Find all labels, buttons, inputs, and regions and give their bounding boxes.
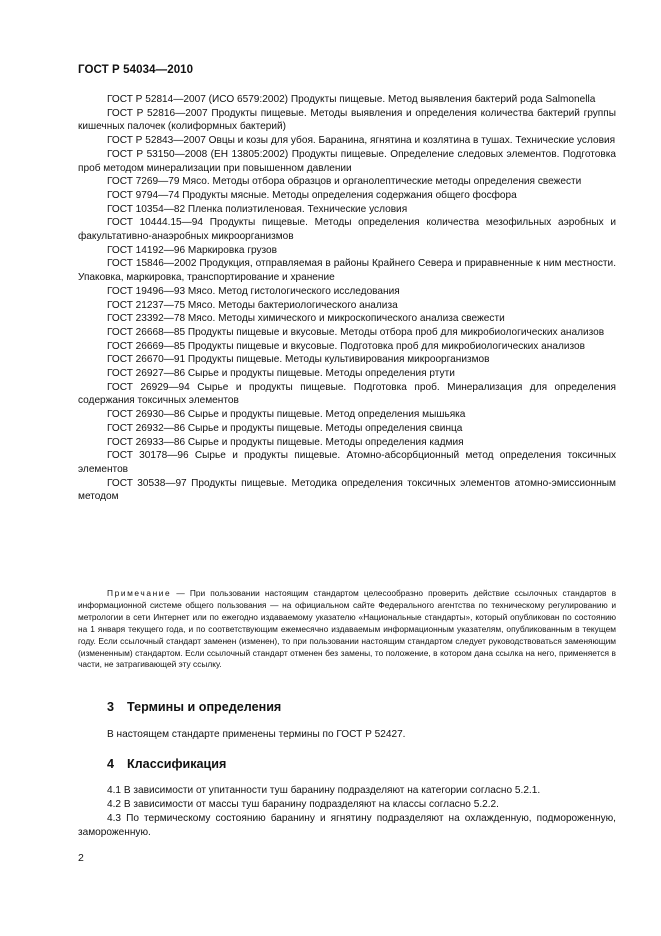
reference-item: ГОСТ 14192—96 Маркировка грузов — [107, 244, 278, 256]
reference-item: ГОСТ 15846—2002 Продукция, отправляемая в районы Крайнего Севера и приравненные к ним местности. Упаковка, маркировка, транспортирование и хранение — [78, 258, 616, 284]
clause-item: 4.3 По термическому состоянию баранину и ягнятину подразделяют на охлажденную, подмороженную, замороженную. — [78, 812, 616, 838]
section-title: Термины и определения — [127, 700, 282, 714]
section-3-body — [78, 728, 616, 742]
clause-item: 4.2 В зависимости от массы туш баранину подразделяют на классы согласно 5.2.2. — [107, 798, 499, 810]
note-block — [78, 588, 616, 671]
reference-item: ГОСТ 26930—86 Сырье и продукты пищевые. Метод определения мышьяка — [107, 409, 466, 421]
document-header: ГОСТ Р 54034—2010 — [78, 64, 194, 76]
reference-item: ГОСТ 9794—74 Продукты мясные. Методы определения содержания общего фосфора — [107, 189, 517, 201]
reference-item: ГОСТ Р 52843—2007 Овцы и козы для убоя. Баранина, ягнятина и козлятина в тушах. Технические условия — [107, 135, 616, 147]
section-number: 3 — [107, 700, 115, 714]
reference-item: ГОСТ 26670—91 Продукты пищевые. Методы культивирования микроорганизмов — [107, 354, 490, 366]
reference-item: ГОСТ 10354—82 Пленка полиэтиленовая. Технические условия — [107, 203, 408, 215]
reference-item: ГОСТ 19496—93 Мясо. Метод гистологического исследования — [107, 285, 400, 297]
section-4-body — [78, 784, 616, 840]
reference-item: ГОСТ 26933—86 Сырье и продукты пищевые. Методы определения кадмия — [107, 436, 464, 448]
page-number: 2 — [78, 852, 84, 864]
section-number: 4 — [107, 757, 115, 771]
reference-item: ГОСТ 26932—86 Сырье и продукты пищевые. Методы определения свинца — [107, 422, 463, 434]
clause-item: 4.1 В зависимости от упитанности туш баранину подразделяют на категории согласно 5.2.1. — [107, 785, 541, 796]
reference-item: ГОСТ 30178—96 Сырье и продукты пищевые. Атомно-абсорбционный метод определения токсичных элементов — [78, 450, 616, 475]
reference-item: ГОСТ Р 52814—2007 (ИСО 6579:2002) Продукты пищевые. Метод выявления бактерий рода Salmonella — [107, 94, 596, 105]
section-4-heading — [107, 757, 226, 771]
section-3-paragraph: В настоящем стандарте применены термины по ГОСТ Р 52427. — [107, 729, 406, 740]
reference-item: ГОСТ 21237—75 Мясо. Методы бактериологического анализа — [107, 299, 398, 311]
reference-item: ГОСТ 23392—78 Мясо. Методы химического и микроскопического анализа свежести — [107, 313, 505, 325]
reference-item: ГОСТ Р 52816—2007 Продукты пищевые. Методы выявления и определения количества бактерий группы кишечных палочек (колиформных бактерий) — [78, 107, 616, 133]
reference-item: ГОСТ 30538—97 Продукты пищевые. Методика определения токсичных элементов атомно-эмиссионным методом — [78, 477, 616, 503]
reference-item: ГОСТ 26668—85 Продукты пищевые и вкусовые. Методы отбора проб для микробиологических анализов — [107, 326, 605, 338]
reference-item: ГОСТ 7269—79 Мясо. Методы отбора образцов и органолептические методы определения свежести — [107, 176, 582, 188]
section-title: Классификация — [127, 757, 227, 771]
note-label: Примечание — [107, 588, 172, 598]
note-text: — При пользовании настоящим стандартом целесообразно проверить действие ссылочных стандартов в информационной системе общего пользования — на официальном сайте Федерального агентства по техническому регулированию и метрологии в сети Интернет или по ежегодно издаваемому указателю «Национальные стандарты», который опубликован по состоянию на 1 января текущего года, и по соответствующим ежемесячно издаваемым информационным указателям, опубликованным в текущем году. Если ссылочный стандарт заменен (изменен), то при пользовании настоящим стандартом следует руководствоваться заменяющим (измененным) стандартом. Если ссылочный стандарт отменен без замены, то положение, в котором дана ссылка на него, применяется в части, не затрагивающей эту ссылку. — [78, 588, 616, 670]
note-paragraph — [78, 588, 616, 671]
normative-references-list — [78, 93, 616, 504]
section-3-heading — [107, 700, 281, 714]
reference-item: ГОСТ 26669—85 Продукты пищевые и вкусовые. Подготовка проб для микробиологических анализов — [107, 340, 585, 352]
reference-item: ГОСТ 10444.15—94 Продукты пищевые. Методы определения количества мезофильных аэробных и факультативно-анаэробных микроорганизмов — [78, 217, 616, 243]
reference-item: ГОСТ 26927—86 Сырье и продукты пищевые. Методы определения ртути — [107, 368, 455, 380]
reference-item: ГОСТ Р 53150—2008 (ЕН 13805:2002) Продукты пищевые. Определение следовых элементов. Подготовка проб методом минерализации при повышенном давлении — [78, 148, 616, 174]
reference-item: ГОСТ 26929—94 Сырье и продукты пищевые. Подготовка проб. Минерализация для определения содержания токсичных элементов — [78, 381, 616, 407]
